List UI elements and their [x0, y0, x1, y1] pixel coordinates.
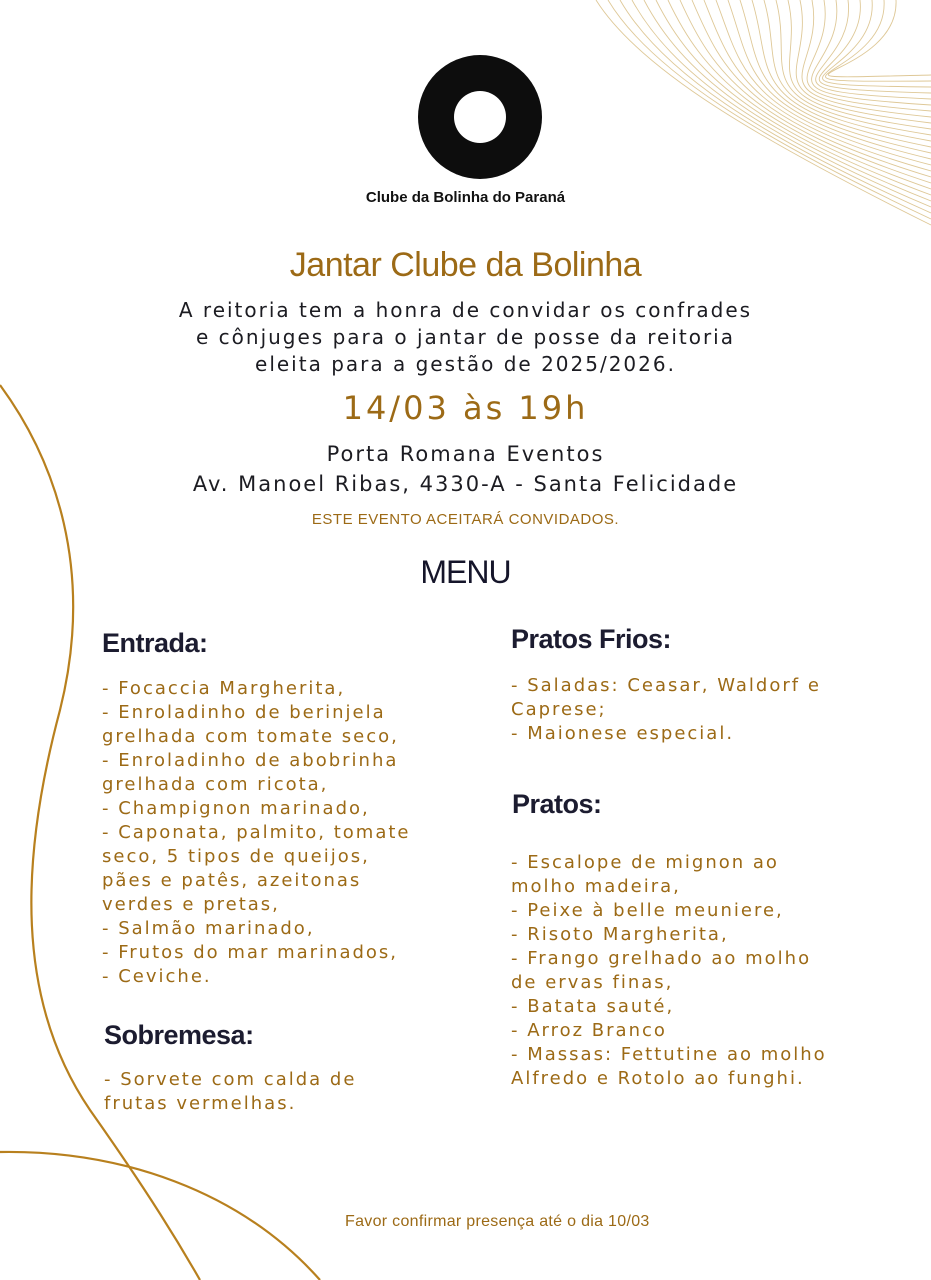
sobremesa-title: Sobremesa:	[104, 1020, 254, 1050]
menu-item: - Batata sauté,	[511, 996, 675, 1017]
menu-item: - Focaccia Margherita,	[102, 678, 346, 699]
menu-item: - Ceviche.	[102, 966, 212, 987]
sobremesa-list	[104, 1068, 356, 1116]
club-name: Clube da Bolinha do Paraná	[365, 189, 566, 206]
menu-item: - Sorvete com calda de	[104, 1069, 357, 1090]
pratos-title: Pratos:	[512, 789, 602, 819]
menu-item: - Peixe à belle meuniere,	[511, 900, 784, 921]
invitation-line: eleita para a gestão de 2025/2026.	[255, 352, 676, 376]
menu-item: seco, 5 tipos de queijos,	[102, 846, 370, 867]
club-logo-icon	[418, 55, 542, 179]
menu-item: frutas vermelhas.	[104, 1093, 297, 1114]
decorative-wave-line	[816, 0, 931, 99]
menu-item: Alfredo e Rotolo ao funghi.	[511, 1068, 805, 1089]
entrada-title: Entrada:	[102, 628, 208, 658]
menu-item: - Champignon marinado,	[102, 798, 370, 819]
decorative-wave-line	[796, 0, 931, 123]
decorative-wave-line	[819, 0, 931, 93]
menu-item: - Enroladinho de berinjela	[102, 702, 386, 723]
menu-item: - Saladas: Ceasar, Waldorf e	[511, 675, 821, 696]
decorative-wave-line	[632, 0, 931, 207]
menu-item: pães e patês, azeitonas	[102, 870, 362, 891]
decorative-wave-line	[828, 0, 931, 77]
invitation-line: A reitoria tem a honra de convidar os confrades	[178, 298, 753, 322]
event-date-time: 14/03 às 19h	[342, 389, 589, 427]
menu-item: grelhada com ricota,	[102, 774, 329, 795]
menu-item: - Frutos do mar marinados,	[102, 942, 399, 963]
menu-item: - Frango grelhado ao molho	[511, 948, 812, 969]
menu-item: - Maionese especial.	[511, 723, 735, 744]
venue-name: Porta Romana Eventos	[326, 442, 605, 466]
menu-item: grelhada com tomate seco,	[102, 726, 399, 747]
menu-item: - Massas: Fettutine ao molho	[511, 1044, 827, 1065]
invitation-text	[0, 297, 931, 378]
event-title: Jantar Clube da Bolinha	[289, 246, 642, 284]
invitation-line: e cônjuges para o jantar de posse da reitoria	[196, 325, 735, 349]
menu-item: - Caponata, palmito, tomate	[102, 822, 411, 843]
pratos-frios-list	[511, 674, 821, 746]
decorative-wave-line	[668, 0, 931, 189]
venue	[0, 439, 931, 499]
menu-item: Caprese;	[511, 699, 607, 720]
pratos-list	[511, 851, 827, 1091]
menu-item: - Escalope de mignon ao	[511, 852, 779, 873]
menu-title: MENU	[420, 554, 511, 590]
menu-item: - Salmão marinado,	[102, 918, 315, 939]
rsvp-note: Favor confirmar presença até o dia 10/03	[345, 1213, 650, 1230]
venue-address: Av. Manoel Ribas, 4330-A - Santa Felicidade	[192, 472, 739, 496]
decorative-wave-line	[807, 0, 931, 111]
guests-note: ESTE EVENTO ACEITARÁ CONVIDADOS.	[311, 511, 620, 528]
menu-item: molho madeira,	[511, 876, 681, 897]
menu-item: de ervas finas,	[511, 972, 674, 993]
menu-item: - Enroladinho de abobrinha	[102, 750, 399, 771]
menu-item: - Arroz Branco	[511, 1020, 667, 1041]
decorative-wave-line	[826, 0, 931, 81]
pratos-frios-title: Pratos Frios:	[511, 624, 672, 654]
menu-item: verdes e pretas,	[102, 894, 280, 915]
entrada-list	[102, 677, 411, 989]
menu-item: - Risoto Margherita,	[511, 924, 729, 945]
